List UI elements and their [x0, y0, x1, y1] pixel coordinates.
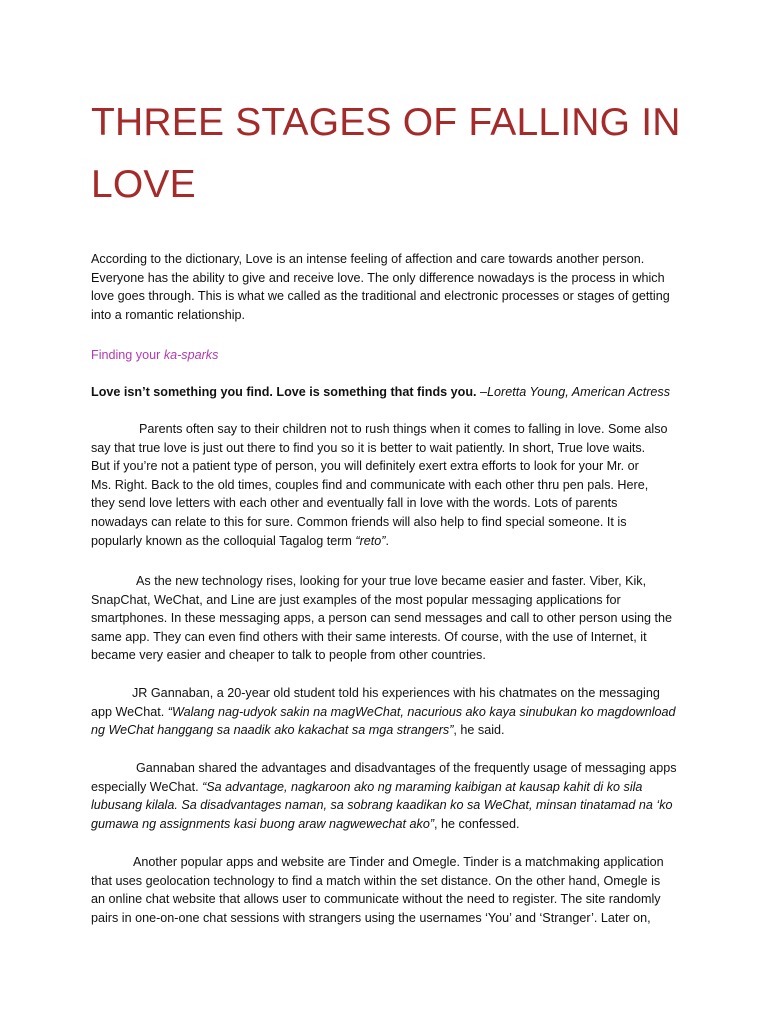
intro-line: According to the dictionary, Love is an intense feeling of affection and care towards another person.	[91, 252, 645, 266]
para3-line3-text: , he said.	[453, 723, 505, 738]
paragraph-line: But if you’re not a patient type of person, you will definitely exert extra efforts to look for your Mr. or	[91, 459, 639, 474]
quote-attribution: Loretta Young, American Actress	[487, 385, 670, 399]
paragraph-line: became very easier and cheaper to talk to people from other countries.	[91, 648, 486, 663]
para1-last-text: popularly known as the colloquial Tagalog term	[91, 533, 356, 548]
para3-line2-em: “Walang nag-udyok sakin na magWeChat, nacurious ako kaya sinubukan ko magdownload	[167, 704, 676, 719]
subheading-emphasis: ka-sparks	[163, 348, 219, 362]
paragraph-line	[91, 703, 691, 722]
paragraph-5	[91, 853, 691, 927]
intro-line: into a romantic relationship.	[91, 307, 246, 322]
paragraph-line	[91, 796, 691, 815]
paragraph-line: pairs in one-on-one chat sessions with strangers using the usernames ‘You’ and ‘Stranger’. Later on,	[91, 910, 651, 925]
paragraph-line	[91, 815, 691, 834]
paragraph-line: nowadays can relate to this for sure. Common friends will also help to find special someone. It is	[91, 514, 627, 529]
para4-line4-text: , he confessed.	[434, 816, 520, 831]
paragraph-line: that uses geolocation technology to find a match within the set distance. On the other hand, Omegle is	[91, 873, 661, 888]
paragraph-line: JR Gannaban, a 20-year old student told his experiences with his chatmates on the messaging	[132, 686, 660, 700]
paragraph-line: same app. They can even find others with their same interests. Of course, with the use of Internet, it	[91, 629, 647, 644]
paragraph-line: Gannaban shared the advantages and disadvantages of the frequently usage of messaging apps	[136, 761, 677, 775]
quote-line-text	[91, 383, 691, 402]
intro-paragraph	[91, 250, 691, 324]
paragraph-line	[91, 532, 691, 551]
section-subheading	[91, 346, 218, 365]
paragraph-line	[91, 778, 691, 797]
paragraph-3	[91, 684, 691, 740]
paragraph-line: smartphones. In these messaging apps, a person can send messages and call to other person using the	[91, 611, 673, 626]
title-line-2: LOVE	[91, 163, 196, 206]
paragraph-line: they send love letters with each other and eventually fall in love with the words. Lots of parents	[91, 496, 618, 511]
para4-line3-em: lubusang kilala. Sa disadvantages naman, sa sobrang kaadikan ko sa WeChat, minsan tinatamad na ‘ko	[91, 798, 673, 813]
title-line-1: THREE STAGES OF FALLING IN	[91, 101, 681, 144]
para4-line2-text: especially WeChat.	[91, 779, 203, 794]
quote-line	[91, 383, 691, 402]
para1-last-em: “reto”	[355, 533, 386, 548]
page-title	[91, 92, 691, 216]
para3-line2-text: app WeChat.	[91, 704, 168, 719]
paragraph-line	[91, 721, 691, 740]
intro-line: love goes through. This is what we called as the traditional and electronic processes or stages of getting	[91, 289, 670, 304]
para1-last-end: .	[385, 533, 389, 548]
paragraph-line: Another popular apps and website are Tinder and Omegle. Tinder is a matchmaking application	[133, 855, 664, 869]
paragraph-line: As the new technology rises, looking for your true love became easier and faster. Viber, Kik,	[136, 574, 647, 588]
paragraph-4	[91, 759, 691, 833]
paragraph-line: an online chat website that allows user to communicate without the need to register. The site randomly	[91, 892, 661, 907]
paragraph-2	[91, 572, 691, 665]
intro-line: Everyone has the ability to give and receive love. The only difference nowadays is the process in which	[91, 270, 665, 285]
para4-line4-em: gumawa ng assignments kasi buong araw nagwewechat ako”	[91, 816, 435, 831]
para3-line3-em: ng WeChat hanggang sa naadik ako kakachat sa mga strangers”	[91, 723, 454, 738]
paragraph-line: Ms. Right. Back to the old times, couples find and communicate with each other thru pen pals. Here,	[91, 477, 649, 492]
quote-text: Love isn’t something you find. Love is something that finds you.	[91, 385, 477, 399]
paragraph-line: Parents often say to their children not to rush things when it comes to falling in love. Some also	[139, 422, 668, 436]
paragraph-1	[91, 420, 691, 550]
quote-dash: –	[476, 385, 488, 399]
paragraph-line: say that true love is just out there to find you so it is better to wait patiently. In short, True love waits.	[91, 440, 646, 455]
para4-line2-em: “Sa advantage, nagkaroon ako ng maraming kaibigan at kausap kahit di ko sila	[202, 779, 643, 794]
subheading-prefix: Finding your	[91, 348, 164, 362]
paragraph-line: SnapChat, WeChat, and Line are just examples of the most popular messaging applications for	[91, 592, 621, 607]
